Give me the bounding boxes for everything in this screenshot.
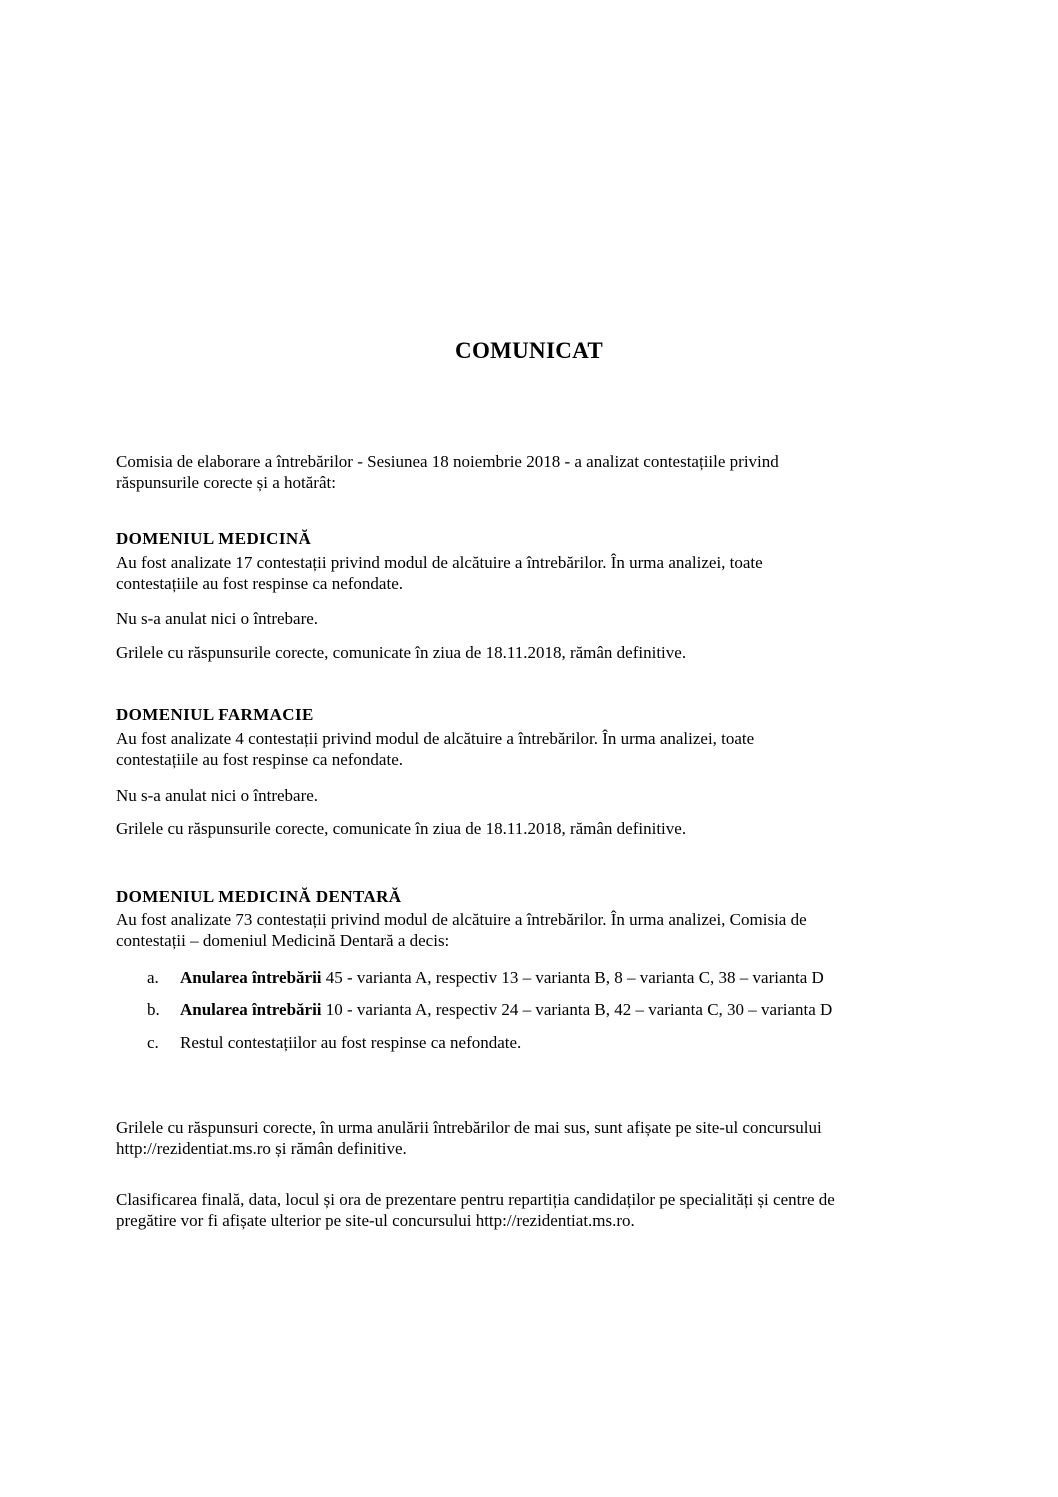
closing-paragraph-2	[116, 1189, 956, 1231]
closing1-line-1: Grilele cu răspunsuri corecte, în urma anulării întrebărilor de mai sus, sunt afișate pe site-ul concursului	[116, 1118, 822, 1137]
list-marker: c.	[147, 1033, 159, 1052]
closing-paragraph-1	[116, 1117, 956, 1159]
list-item-bold: Anularea întrebării	[180, 968, 322, 987]
medicina-paragraph-3	[116, 642, 956, 663]
dentara-p1-line-1: Au fost analizate 73 contestații privind modul de alcătuire a întrebărilor. În urma analizei, Comisia de	[116, 910, 807, 929]
list-marker: a.	[147, 968, 159, 987]
closing1-line-2: http://rezidentiat.ms.ro și rămân definitive.	[116, 1139, 407, 1158]
farmacie-p2-line: Nu s-a anulat nici o întrebare.	[116, 786, 319, 805]
farmacie-p1-line-2: contestațiile au fost respinse ca nefondate.	[116, 750, 403, 769]
intro-paragraph	[116, 451, 956, 493]
medicina-p3-line: Grilele cu răspunsurile corecte, comunicate în ziua de 18.11.2018, rămân definitive.	[116, 643, 687, 662]
closing2-line-1: Clasificarea finală, data, locul și ora de prezentare pentru repartiția candidaților pe specialități și centre de	[116, 1190, 835, 1209]
dentara-paragraph-1	[116, 909, 956, 951]
list-item	[147, 1032, 521, 1053]
page-title: COMUNICAT	[455, 338, 603, 363]
list-item-text: 10 - varianta A, respectiv 24 – varianta B, 42 – varianta C, 30 – varianta D	[321, 1000, 833, 1019]
section-heading-farmacie: DOMENIUL FARMACIE	[116, 705, 314, 724]
list-item	[147, 999, 832, 1020]
intro-line-2: răspunsurile corecte și a hotărât:	[116, 473, 336, 492]
closing2-line-2: pregătire vor fi afișate ulterior pe site-ul concursului http://rezidentiat.ms.ro.	[116, 1211, 635, 1230]
dentara-p1-line-2: contestații – domeniul Medicină Dentară a decis:	[116, 931, 450, 950]
farmacie-paragraph-1	[116, 728, 956, 770]
farmacie-paragraph-2	[116, 785, 956, 806]
farmacie-p3-line: Grilele cu răspunsurile corecte, comunicate în ziua de 18.11.2018, rămân definitive.	[116, 819, 687, 838]
list-item-bold: Anularea întrebării	[180, 1000, 322, 1019]
medicina-p2-line: Nu s-a anulat nici o întrebare.	[116, 609, 319, 628]
farmacie-p1-line-1: Au fost analizate 4 contestații privind modul de alcătuire a întrebărilor. În urma analizei, toate	[116, 729, 755, 748]
farmacie-paragraph-3	[116, 818, 956, 839]
medicina-paragraph-1	[116, 552, 956, 594]
medicina-p1-line-1: Au fost analizate 17 contestații privind modul de alcătuire a întrebărilor. În urma analizei, toate	[116, 553, 763, 572]
section-heading-medicina: DOMENIUL MEDICINĂ	[116, 529, 312, 548]
medicina-p1-line-2: contestațiile au fost respinse ca nefondate.	[116, 574, 403, 593]
section-heading-dentara: DOMENIUL MEDICINĂ DENTARĂ	[116, 887, 402, 906]
intro-line-1: Comisia de elaborare a întrebărilor - Sesiunea 18 noiembrie 2018 - a analizat contestațiile privind	[116, 452, 779, 471]
list-item-text: 45 - varianta A, respectiv 13 – varianta B, 8 – varianta C, 38 – varianta D	[321, 968, 824, 987]
medicina-paragraph-2	[116, 608, 956, 629]
list-item-text: Restul contestațiilor au fost respinse ca nefondate.	[180, 1033, 522, 1052]
list-item	[147, 967, 824, 988]
list-marker: b.	[147, 1000, 160, 1019]
